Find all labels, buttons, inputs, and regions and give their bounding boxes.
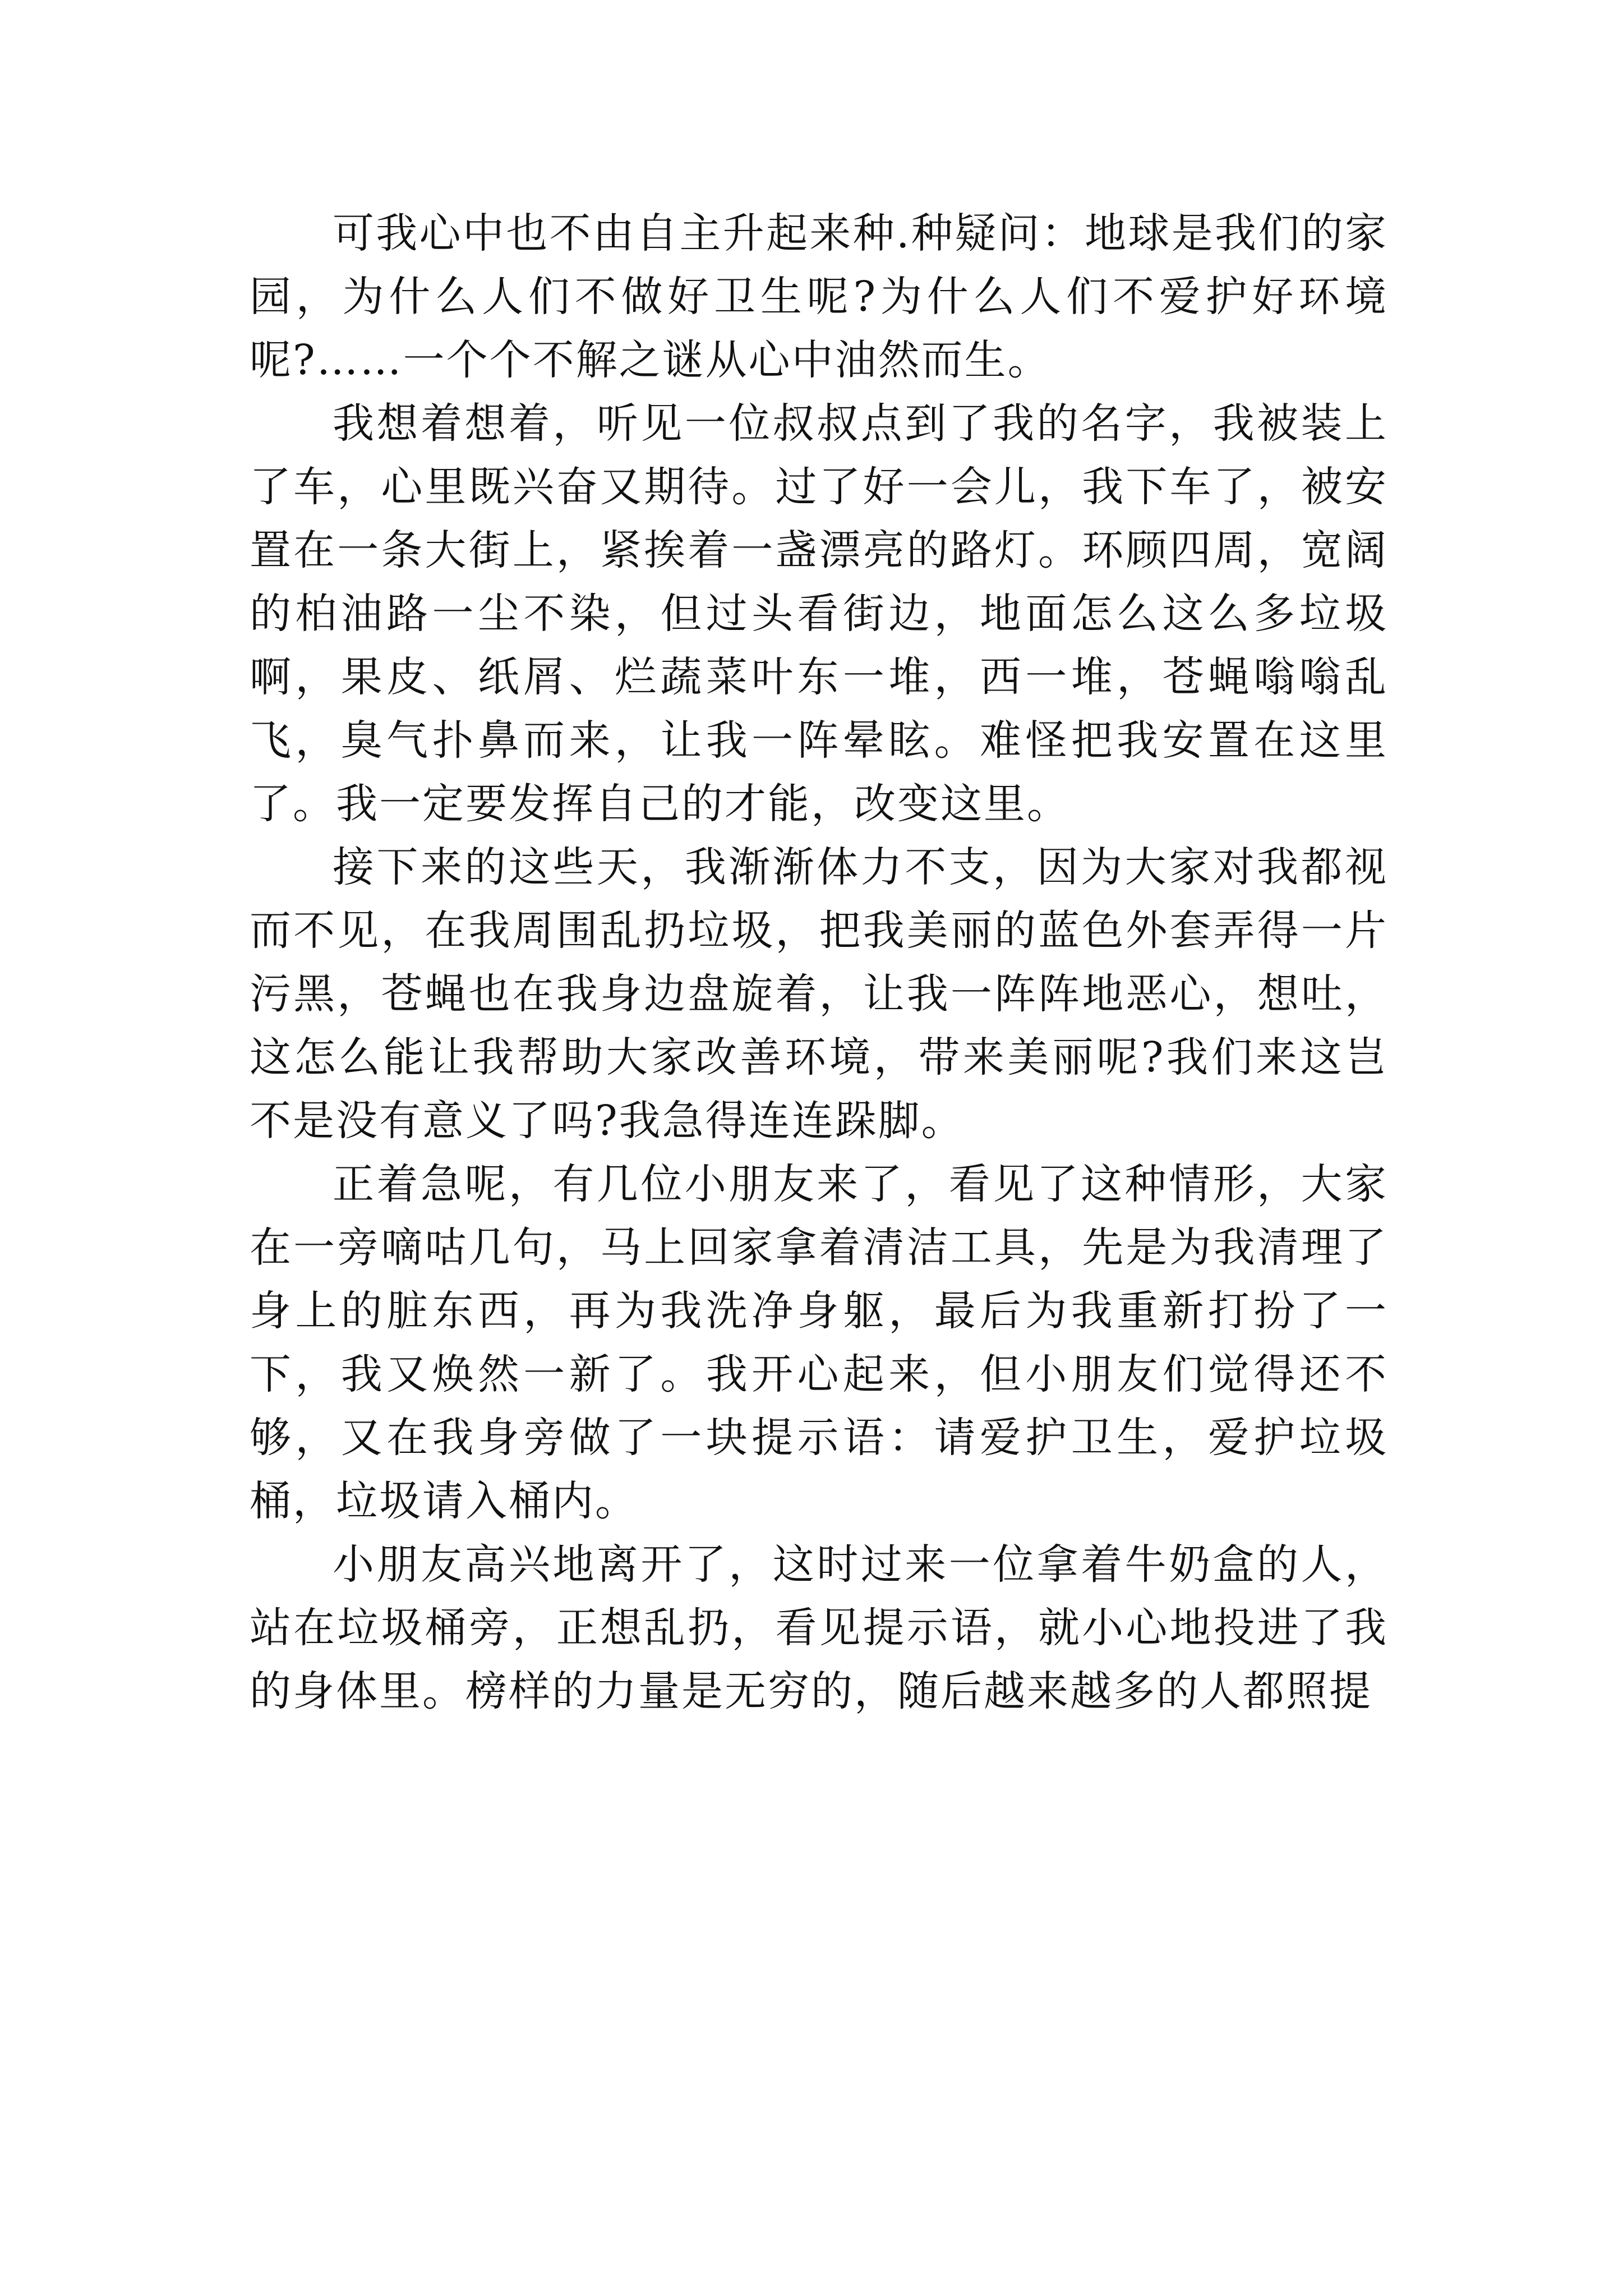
- paragraph-4: 正着急呢，有几位小朋友来了，看见了这种情形，大家在一旁嘀咕几句，马上回家拿着清洁工具，先是为我清理了身上的脏东西，再为我洗净身躯，最后为我重新打扮了一下，我又焕然一新了。我开心起来，但小朋友们觉得还不够，又在我身旁做了一块提示语：请爱护卫生，爱护垃圾桶，垃圾请入桶内。: [250, 1160, 1388, 1525]
- document-body: [250, 202, 1388, 1723]
- paragraph-1: 可我心中也不由自主升起来种.种疑问：地球是我们的家园，为什么人们不做好卫生呢?为什么人们不爱护好环境呢?……一个个不解之谜从心中油然而生。: [250, 209, 1388, 384]
- paragraph-2: 我想着想着，听见一位叔叔点到了我的名字，我被装上了车，心里既兴奋又期待。过了好一会儿，我下车了，被安置在一条大街上，紧挨着一盏漂亮的路灯。环顾四周，宽阔的柏油路一尘不染，但过头看街边，地面怎么这么多垃圾啊，果皮、纸屑、烂蔬菜叶东一堆，西一堆，苍蝇嗡嗡乱飞，臭气扑鼻而来，让我一阵晕眩。难怪把我安置在这里了。我一定要发挥自己的才能，改变这里。: [250, 399, 1388, 828]
- paragraph-5: 小朋友高兴地离开了，这时过来一位拿着牛奶盒的人，站在垃圾桶旁，正想乱扔，看见提示语，就小心地投进了我的身体里。榜样的力量是无穷的，随后越来越多的人都照提: [250, 1540, 1388, 1715]
- paragraph-3: 接下来的这些天，我渐渐体力不支，因为大家对我都视而不见，在我周围乱扔垃圾，把我美丽的蓝色外套弄得一片污黑，苍蝇也在我身边盘旋着，让我一阵阵地恶心，想吐，这怎么能让我帮助大家改善环境，带来美丽呢?我们来这岂不是没有意义了吗?我急得连连跺脚。: [250, 843, 1388, 1145]
